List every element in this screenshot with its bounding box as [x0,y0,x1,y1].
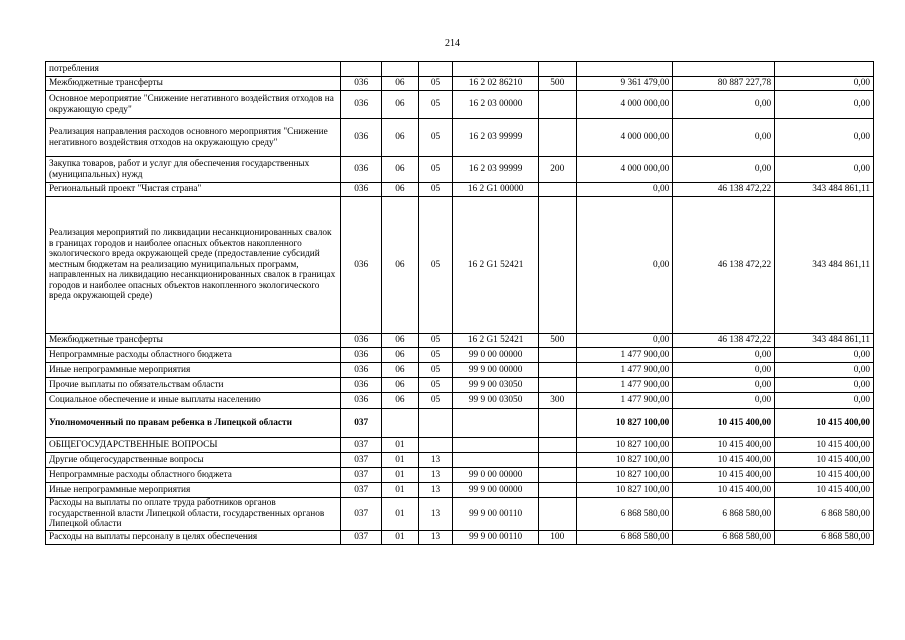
row-kind [538,438,576,453]
row-subsection: 05 [418,363,453,378]
row-kind: 500 [538,334,576,348]
row-code: 037 [341,453,382,468]
row-section: 06 [382,378,419,393]
row-amount-1: 6 868 580,00 [576,498,673,531]
row-kind [538,483,576,498]
row-amount-2 [673,62,775,77]
row-amount-2: 0,00 [673,363,775,378]
row-kind [538,62,576,77]
row-name: Иные непрограммные мероприятия [46,363,341,378]
row-kind [538,348,576,363]
row-subsection [418,62,453,77]
row-code: 036 [341,363,382,378]
row-section [382,409,419,438]
row-subsection: 05 [418,334,453,348]
row-name: Расходы на выплаты по оплате труда работников органов государственной власти Липецкой области, государственных органов Липецкой области [46,498,341,531]
row-amount-2: 46 138 472,22 [673,334,775,348]
row-amount-2: 0,00 [673,348,775,363]
row-amount-1: 1 477 900,00 [576,363,673,378]
row-amount-3: 0,00 [775,378,874,393]
row-article [453,438,539,453]
row-kind [538,409,576,438]
row-subsection: 05 [418,378,453,393]
row-code: 036 [341,348,382,363]
row-amount-3: 343 484 861,11 [775,334,874,348]
row-code: 036 [341,157,382,183]
row-article [453,62,539,77]
row-amount-1: 4 000 000,00 [576,91,673,119]
row-amount-2: 6 868 580,00 [673,530,775,544]
table-row [46,378,874,393]
row-amount-3: 343 484 861,11 [775,183,874,197]
row-subsection: 13 [418,498,453,531]
row-article: 99 9 00 00000 [453,363,539,378]
row-name: Непрограммные расходы областного бюджета [46,468,341,483]
row-amount-1: 1 477 900,00 [576,348,673,363]
table-row [46,91,874,119]
row-article: 99 0 00 00000 [453,348,539,363]
table-row [46,453,874,468]
row-article [453,409,539,438]
row-section [382,62,419,77]
row-amount-1 [576,62,673,77]
row-article: 16 2 G1 52421 [453,197,539,334]
row-subsection [418,438,453,453]
row-article: 16 2 02 86210 [453,77,539,91]
table-body [46,62,874,545]
row-amount-1: 10 827 100,00 [576,409,673,438]
row-code: 037 [341,468,382,483]
table-row [46,409,874,438]
row-kind: 500 [538,77,576,91]
row-kind [538,119,576,157]
row-article: 99 9 00 03050 [453,378,539,393]
table-row [46,77,874,91]
row-article: 16 2 03 99999 [453,157,539,183]
table-row [46,530,874,544]
table-row [46,483,874,498]
row-section: 01 [382,498,419,531]
row-kind [538,378,576,393]
row-code: 036 [341,77,382,91]
row-subsection: 05 [418,91,453,119]
row-section: 06 [382,393,419,409]
row-name: Реализация направления расходов основного мероприятия "Снижение негативного воздействия отходов на окружающую среду" [46,119,341,157]
row-amount-1: 0,00 [576,197,673,334]
row-section: 06 [382,348,419,363]
row-kind [538,197,576,334]
table-row [46,334,874,348]
row-amount-2: 10 415 400,00 [673,468,775,483]
row-section: 06 [382,157,419,183]
row-amount-2: 0,00 [673,393,775,409]
row-amount-2: 6 868 580,00 [673,498,775,531]
row-name: Уполномоченный по правам ребенка в Липецкой области [46,409,341,438]
row-section: 06 [382,183,419,197]
row-subsection: 13 [418,453,453,468]
row-name: ОБЩЕГОСУДАРСТВЕННЫЕ ВОПРОСЫ [46,438,341,453]
row-amount-1: 10 827 100,00 [576,453,673,468]
row-amount-3: 0,00 [775,393,874,409]
row-amount-1: 10 827 100,00 [576,468,673,483]
row-subsection: 05 [418,157,453,183]
row-amount-2: 80 887 227,78 [673,77,775,91]
row-kind: 200 [538,157,576,183]
row-subsection: 05 [418,393,453,409]
row-kind [538,453,576,468]
row-amount-2: 10 415 400,00 [673,453,775,468]
row-code: 037 [341,409,382,438]
row-code: 037 [341,498,382,531]
row-section: 06 [382,334,419,348]
table-row [46,157,874,183]
table-row [46,468,874,483]
row-code: 037 [341,530,382,544]
row-amount-2: 10 415 400,00 [673,438,775,453]
row-section: 06 [382,119,419,157]
table-row [46,197,874,334]
table-row [46,62,874,77]
row-amount-1: 10 827 100,00 [576,483,673,498]
table-row [46,498,874,531]
row-name: Закупка товаров, работ и услуг для обеспечения государственных (муниципальных) нужд [46,157,341,183]
row-amount-3: 0,00 [775,157,874,183]
row-amount-1: 4 000 000,00 [576,157,673,183]
row-amount-2: 0,00 [673,91,775,119]
page-number: 214 [445,38,460,49]
row-amount-3: 10 415 400,00 [775,483,874,498]
row-article: 99 9 00 00110 [453,498,539,531]
row-article: 99 9 00 00110 [453,530,539,544]
row-amount-2: 0,00 [673,378,775,393]
row-article: 99 9 00 00000 [453,483,539,498]
row-kind: 300 [538,393,576,409]
row-amount-3: 10 415 400,00 [775,453,874,468]
row-article: 16 2 03 00000 [453,91,539,119]
row-subsection: 05 [418,348,453,363]
row-code: 036 [341,378,382,393]
row-section: 01 [382,438,419,453]
row-subsection: 05 [418,183,453,197]
row-section: 06 [382,197,419,334]
row-subsection [418,409,453,438]
row-amount-3: 343 484 861,11 [775,197,874,334]
row-kind [538,363,576,378]
row-name: Реализация мероприятий по ликвидации несанкционированных свалок в границах городов и наиболее опасных объектов накопленного экологического вреда окружающей среде (предоставление субсидий местным бюджетам на реализацию муниципальных программ, направленных на ликвидацию несанкционированных свалок в границах городов и наиболее опасных объектов накопленного экологического вреда окружающей среде) [46,197,341,334]
row-subsection: 05 [418,119,453,157]
row-amount-3: 0,00 [775,91,874,119]
row-name: Прочие выплаты по обязательствам области [46,378,341,393]
row-amount-2: 46 138 472,22 [673,183,775,197]
row-amount-3: 10 415 400,00 [775,409,874,438]
row-kind [538,183,576,197]
row-name: Иные непрограммные мероприятия [46,483,341,498]
row-amount-2: 46 138 472,22 [673,197,775,334]
row-code: 036 [341,91,382,119]
row-amount-2: 0,00 [673,157,775,183]
row-amount-3: 6 868 580,00 [775,530,874,544]
row-name: Межбюджетные трансферты [46,77,341,91]
row-section: 01 [382,483,419,498]
row-subsection: 13 [418,483,453,498]
row-amount-3: 0,00 [775,348,874,363]
row-subsection: 13 [418,468,453,483]
row-article: 99 9 00 03050 [453,393,539,409]
row-name: Основное мероприятие "Снижение негативного воздействия отходов на окружающую среду" [46,91,341,119]
row-kind [538,468,576,483]
table-row [46,119,874,157]
row-amount-3: 0,00 [775,77,874,91]
row-name: Другие общегосударственные вопросы [46,453,341,468]
row-amount-3 [775,62,874,77]
row-subsection: 13 [418,530,453,544]
table-row [46,393,874,409]
row-article: 99 0 00 00000 [453,468,539,483]
row-article: 16 2 G1 00000 [453,183,539,197]
row-kind: 100 [538,530,576,544]
row-amount-3: 10 415 400,00 [775,438,874,453]
row-name: Межбюджетные трансферты [46,334,341,348]
row-code: 036 [341,393,382,409]
row-amount-1: 1 477 900,00 [576,378,673,393]
row-name: Региональный проект "Чистая страна" [46,183,341,197]
row-name: потребления [46,62,341,77]
row-name: Непрограммные расходы областного бюджета [46,348,341,363]
row-amount-3: 10 415 400,00 [775,468,874,483]
row-amount-2: 10 415 400,00 [673,483,775,498]
row-name: Социальное обеспечение и иные выплаты населению [46,393,341,409]
row-code: 036 [341,119,382,157]
row-article [453,453,539,468]
row-amount-1: 6 868 580,00 [576,530,673,544]
table-row [46,438,874,453]
row-amount-1: 0,00 [576,334,673,348]
row-subsection: 05 [418,197,453,334]
row-article: 16 2 G1 52421 [453,334,539,348]
table-row [46,183,874,197]
row-kind [538,498,576,531]
row-article: 16 2 03 99999 [453,119,539,157]
row-amount-3: 6 868 580,00 [775,498,874,531]
row-section: 06 [382,363,419,378]
row-section: 06 [382,91,419,119]
row-section: 01 [382,530,419,544]
table-row [46,363,874,378]
row-code: 036 [341,197,382,334]
row-amount-1: 10 827 100,00 [576,438,673,453]
row-amount-2: 0,00 [673,119,775,157]
row-code: 037 [341,483,382,498]
row-section: 01 [382,468,419,483]
row-section: 06 [382,77,419,91]
row-kind [538,91,576,119]
row-amount-3: 0,00 [775,363,874,378]
row-amount-1: 1 477 900,00 [576,393,673,409]
row-amount-1: 4 000 000,00 [576,119,673,157]
row-code: 036 [341,183,382,197]
row-code [341,62,382,77]
table-row [46,348,874,363]
row-amount-3: 0,00 [775,119,874,157]
row-subsection: 05 [418,77,453,91]
row-amount-2: 10 415 400,00 [673,409,775,438]
row-amount-1: 0,00 [576,183,673,197]
row-code: 037 [341,438,382,453]
budget-table [45,61,874,545]
row-code: 036 [341,334,382,348]
row-amount-1: 9 361 479,00 [576,77,673,91]
row-name: Расходы на выплаты персоналу в целях обеспечения [46,530,341,544]
row-section: 01 [382,453,419,468]
